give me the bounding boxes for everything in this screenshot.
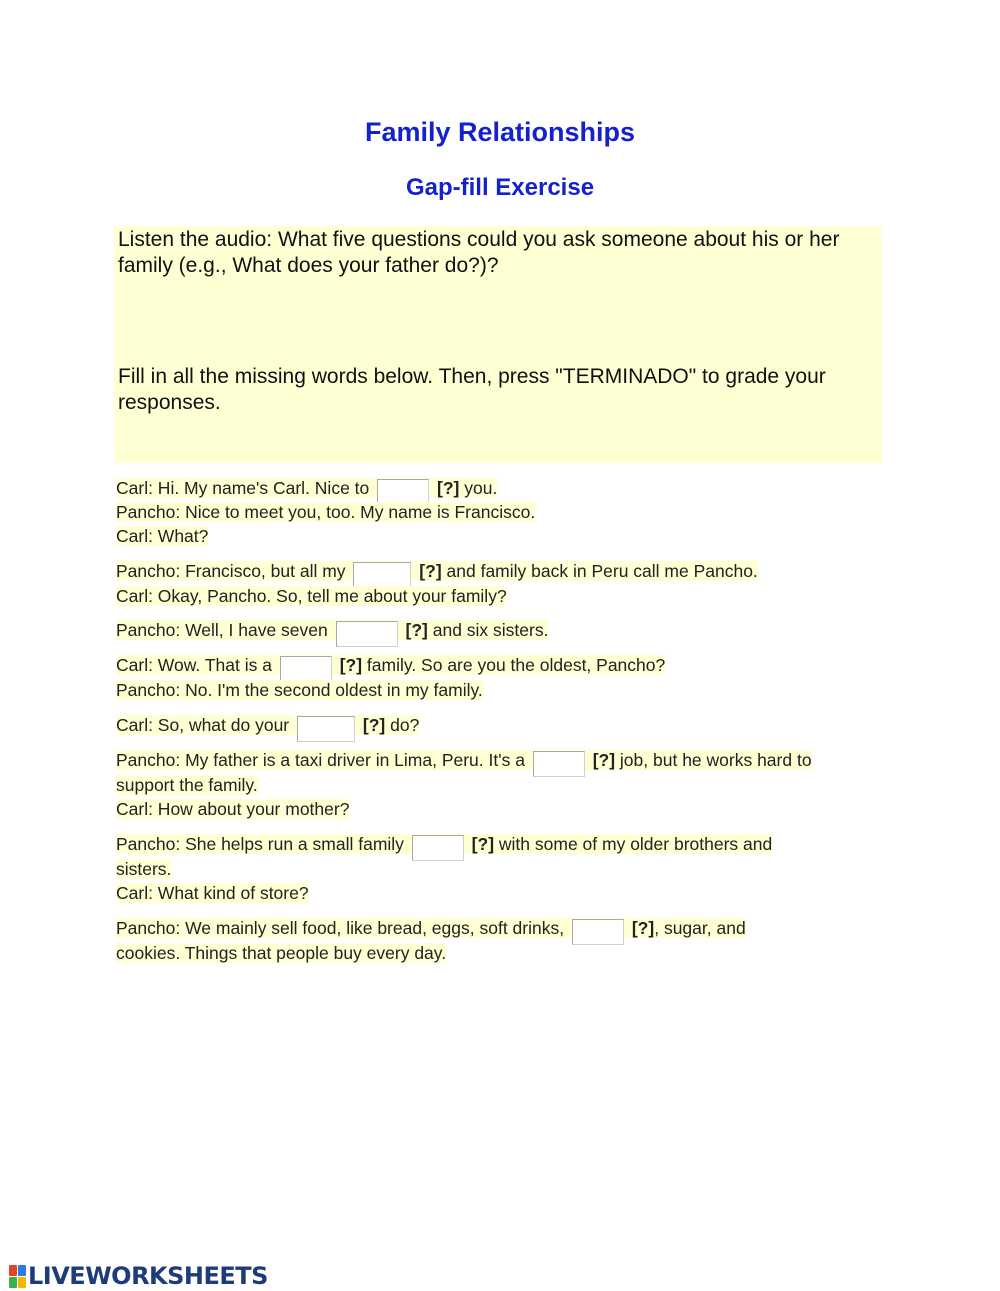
hint-marker[interactable]: [?] [339, 655, 363, 675]
dialogue-text: cookies. Things that people buy every day. [116, 943, 447, 963]
dialogue-text: , sugar, and [654, 918, 746, 938]
dialogue-line-11 [116, 797, 349, 821]
dialogue-line-9 [116, 713, 419, 742]
dialogue-line-14-cont [116, 941, 446, 965]
dialogue-text: do? [390, 715, 420, 735]
dialogue-text: sisters. [116, 859, 172, 879]
dialogue-text: Carl: What kind of store? [116, 883, 309, 903]
dialogue-text: with some of my older brothers and [498, 834, 773, 854]
hint-marker[interactable]: [?] [592, 750, 616, 770]
dialogue-text: Carl: Hi. My name's Carl. Nice to [116, 478, 370, 498]
dialogue-line-3 [116, 524, 208, 548]
liveworksheets-logo[interactable] [9, 1262, 268, 1290]
dialogue-text: family. So are you the oldest, Pancho? [366, 655, 666, 675]
instruction-listen: Listen the audio: What five questions could you ask someone about his or her family (e.g., What does your father do?)? [118, 228, 840, 277]
instructions-box [114, 226, 882, 463]
dialogue-text: and family back in Peru call me Pancho. [446, 561, 758, 581]
dialogue-text: job, but he works hard to [619, 750, 812, 770]
dialogue-text: Carl: Wow. That is a [116, 655, 272, 675]
gap-input-7[interactable] [412, 835, 464, 861]
dialogue-text: Carl: So, what do your [116, 715, 290, 735]
hint-marker[interactable]: [?] [362, 715, 386, 735]
dialogue-text: Pancho: She helps run a small family [116, 834, 404, 854]
dialogue-text: Pancho: Francisco, but all my [116, 561, 346, 581]
hint-marker[interactable]: [?] [631, 918, 655, 938]
dialogue-text: Pancho: My father is a taxi driver in Lima, Peru. It's a [116, 750, 525, 770]
dialogue-line-6 [116, 618, 548, 647]
logo-text: LIVEWORKSHEETS [28, 1262, 268, 1290]
page-subtitle: Gap-fill Exercise [405, 174, 595, 201]
dialogue-line-8 [116, 678, 483, 702]
gap-input-3[interactable] [336, 621, 398, 647]
hint-marker[interactable]: [?] [437, 478, 460, 498]
dialogue-text: Pancho: No. I'm the second oldest in my family. [116, 680, 483, 700]
dialogue-line-2 [116, 500, 535, 524]
dialogue-line-12-cont [116, 857, 171, 881]
hint-marker[interactable]: [?] [419, 561, 442, 581]
dialogue-text: Carl: How about your mother? [116, 799, 350, 819]
dialogue-text: Carl: Okay, Pancho. So, tell me about your family? [116, 586, 507, 606]
instruction-fill: Fill in all the missing words below. Then, press "TERMINADO" to grade your responses. [118, 365, 826, 414]
dialogue-line-12 [116, 832, 772, 861]
hint-marker[interactable]: [?] [471, 834, 495, 854]
dialogue-text: Pancho: Well, I have seven [116, 620, 328, 640]
dialogue-line-13 [116, 881, 309, 905]
dialogue-text: you. [464, 478, 498, 498]
dialogue-text: Pancho: We mainly sell food, like bread, eggs, soft drinks, [116, 918, 565, 938]
dialogue-text: support the family. [116, 775, 258, 795]
dialogue-text: and six sisters. [432, 620, 549, 640]
gap-input-5[interactable] [297, 716, 355, 742]
gap-input-8[interactable] [572, 919, 624, 945]
page-title: Family Relationships [364, 117, 636, 147]
liveworksheets-logo-icon [9, 1265, 26, 1288]
dialogue-text: Pancho: Nice to meet you, too. My name is Francisco. [116, 502, 536, 522]
hint-marker[interactable]: [?] [405, 620, 428, 640]
dialogue-line-10-cont [116, 773, 258, 797]
gap-input-6[interactable] [533, 751, 585, 777]
dialogue-line-5 [116, 584, 507, 608]
dialogue-text: Carl: What? [116, 526, 209, 546]
